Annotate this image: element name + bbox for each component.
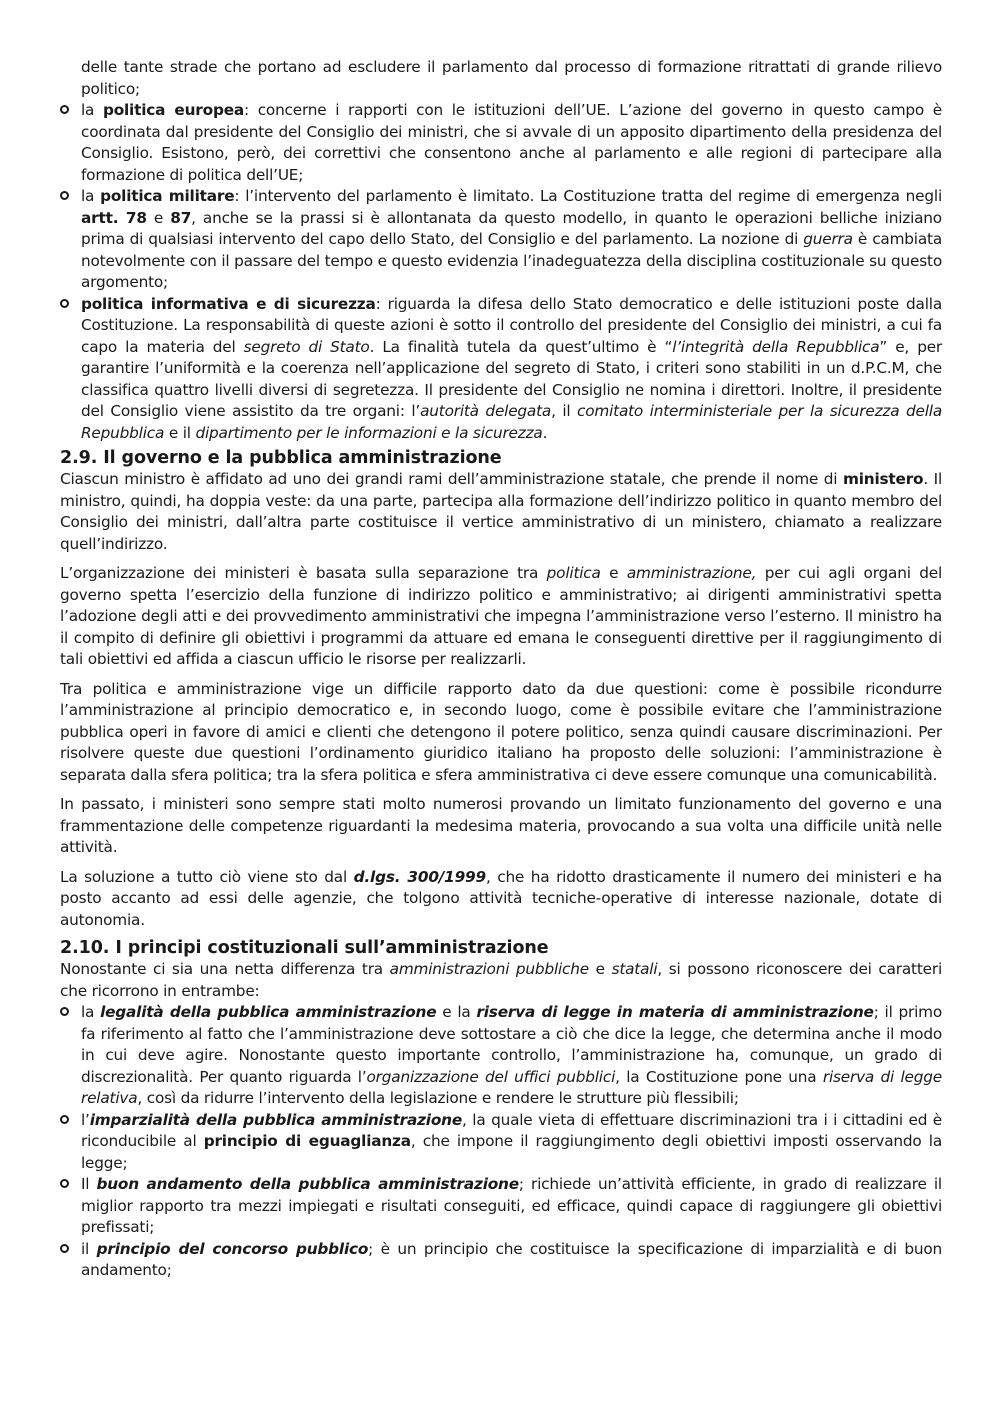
term: politica informativa e di sicurezza [81,294,376,313]
circle-bullet-icon [60,1115,69,1124]
principles-list [60,1002,942,1282]
emphasis: guerra [803,230,853,248]
article-ref: 87 [170,208,192,227]
paragraph-text: delle tante strade che portano ad escludere il parlamento dal processo di formazione ritrattati di grande rilievo politico; [81,58,942,98]
article-ref: artt. 78 [81,208,147,227]
list-item-concorso-pubblico: il principio del concorso pubblico; è un principio che costituisce la specificazione di imparzialità e di buon andamento; [60,1239,942,1282]
emphasis: riserva di legge relativa [81,1067,942,1107]
paragraph: La soluzione a tutto ciò viene sto dal d.lgs. 300/1999, che ha ridotto drasticamente il numero dei ministeri e ha posto accanto ad essi delle agenzie, che tolgono attività tecniche-operative di interesse nazionale, dotate di autonomia. [60,867,943,929]
circle-bullet-icon [60,299,69,308]
list-item-politica-informativa: politica informativa e di sicurezza: riguarda la difesa dello Stato democratico e delle istituzioni poste dalla Costituzione. La responsabilità di queste azioni è sotto il controllo del presidente del Consiglio dei ministri, a cui fa capo la materia del segreto di Stato. La finalità tutela da quest’ultimo è “l’integrità della Repubblica” e, per garantire l’uniformità e la coerenza nell’applicazione del segreto di Stato, i criteri sono stabiliti in un d.P.C.M, che classifica quattro livelli diversi di segretezza. Il presidente del Consiglio ne nomina i direttori. Inoltre, il presidente del Consiglio viene assistito da tre organi: l’autorità delegata, il comitato interministeriale per la sicurezza della Repubblica e il dipartimento per le informazioni e la sicurezza. [60,294,942,445]
section-heading-2-10: 2.10. I principi costituzionali sull’amministrazione [60,938,549,958]
list-item-buon-andamento: Il buon andamento della pubblica amministrazione; richiede un’attività efficiente, in grado di realizzare il miglior rapporto tra mezzi impiegati e risultati conseguiti, ed efficace, quindi capace di raggiungere gli obiettivi prefissati; [60,1174,942,1239]
list-item-legalita: la legalità della pubblica amministrazione e la riserva di legge in materia di amministrazione; il primo fa riferimento al fatto che l’amministrazione deve sottostare a ciò che dice la legge, che determina anche il modo in cui deve agire. Nonostante questo importante controllo, l’amministrazione ha, comunque, un grado di discrezionalità. Per quanto riguarda l’organizzazione del uffici pubblici, la Costituzione pone una riserva di legge relativa, così da ridurre l’intervento della legislazione e rendere le strutture più flessibili; [60,1002,942,1110]
circle-bullet-icon [60,105,69,114]
section-heading-2-9: 2.9. Il governo e la pubblica amministrazione [60,448,502,468]
term: principio di eguaglianza [203,1132,411,1150]
emphasis: amministrazioni pubbliche [389,960,589,978]
paragraph: In passato, i ministeri sono sempre stati molto numerosi provando un limitato funzionamento del governo e una frammentazione delle competenze riguardanti la medesima materia, provocando a sua volta una difficile unità nelle attività. [60,795,942,856]
emphasis: dipartimento per le informazioni e la sicurezza [195,423,543,442]
emphasis: l’integrità della Repubblica [672,337,880,356]
circle-bullet-icon [60,191,69,200]
term: legalità della pubblica amministrazione [100,1003,437,1021]
paragraph: Nonostante ci sia una netta differenza tra amministrazioni pubbliche e statali, si possono riconoscere dei caratteri che ricorrono in entrambe: [60,960,942,1000]
continued-paragraph [60,57,942,100]
term: politica militare [100,187,235,205]
emphasis: organizzazione del uffici pubblici [366,1067,616,1086]
emphasis: autorità delegata [420,402,552,420]
term: principio del concorso pubblico [96,1239,369,1258]
emphasis: amministrazione, [626,564,757,582]
circle-bullet-icon [60,1179,69,1188]
law-reference: d.lgs. 300/1999 [353,867,486,886]
policy-list [60,100,942,444]
emphasis: statali [611,960,658,978]
term: imparzialità della pubblica amministrazione [89,1110,463,1129]
list-item-politica-militare: la politica militare: l’intervento del parlamento è limitato. La Costituzione tratta del regime di emergenza negli artt. 78 e 87, anche se la prassi si è allontanata da questo modello, in quanto le operazioni belliche iniziano prima di qualsiasi intervento del capo dello Stato, del Consiglio e del parlamento. La nozione di guerra è cambiata notevolmente con il passare del tempo e questo evidenzia l’inadeguatezza della disciplina costituzionale su questo argomento; [60,186,942,294]
term: buon andamento della pubblica amministrazione [96,1175,519,1193]
list-item-imparzialita: l’imparzialità della pubblica amministrazione, la quale vieta di effettuare discriminazioni tra i i cittadini ed è riconducibile al principio di eguaglianza, che impone il raggiungimento degli obiettivi imposti osservando la legge; [60,1110,942,1175]
emphasis: politica [546,564,601,582]
paragraph: Ciascun ministro è affidato ad uno dei grandi rami dell’amministrazione statale, che prende il nome di ministero. Il ministro, quindi, ha doppia veste: da una parte, partecipa alla formazione dell’indirizzo politico in quanto membro del Consiglio dei ministri, dall’altra parte costituisce il vertice amministrativo di un ministero, chiamato a realizzare quell’indirizzo. [60,470,943,553]
circle-bullet-icon [60,1007,69,1016]
circle-bullet-icon [60,1244,69,1253]
paragraph: Tra politica e amministrazione vige un difficile rapporto dato da due questioni: come è possibile ricondurre l’amministrazione al principio democratico e, in secondo luogo, come è possibile evitare che l’amministrazione pubblica operi in favore di amici e clienti che detengono il potere politico, senza quindi causare discriminazioni. Per risolvere queste due questioni l’ordinamento giuridico italiano ha proposto delle soluzioni: l’amministrazione è separata dalla sfera politica; tra la sfera politica e sfera amministrativa ci deve essere comunque una comunicabilità. [60,679,942,784]
term: politica europea [102,101,245,119]
document-page [60,57,942,1282]
paragraph: L’organizzazione dei ministeri è basata sulla separazione tra politica e amministrazione, per cui agli organi del governo spetta l’esercizio della funzione di indirizzo politico e amministrativo; ai dirigenti amministrativi spetta l’adozione degli atti e dei provvedimento amministrativi che impegna l’amministrazione verso l’esterno. Il ministro ha il compito di definire gli obiettivi i programmi da attuare ed emana le conseguenti direttive per il raggiungimento di tali obiettivi ed affida a ciascun ufficio le risorse per realizzarli. [60,564,942,668]
term: ministero [842,470,924,488]
emphasis: comitato interministeriale per la sicurezza della Repubblica [81,402,943,442]
term: riserva di legge in materia di amministrazione [476,1003,874,1021]
emphasis: segreto di Stato [243,337,370,356]
list-item-politica-europea: la politica europea: concerne i rapporti con le istituzioni dell’UE. L’azione del governo in questo campo è coordinata dal presidente del Consiglio dei ministri, che si avvale di un apposito dipartimento della presidenza del Consiglio. Esistono, però, dei correttivi che consentono anche al parlamento e alle regioni di partecipare alla formazione di politica dell’UE; [60,100,942,186]
